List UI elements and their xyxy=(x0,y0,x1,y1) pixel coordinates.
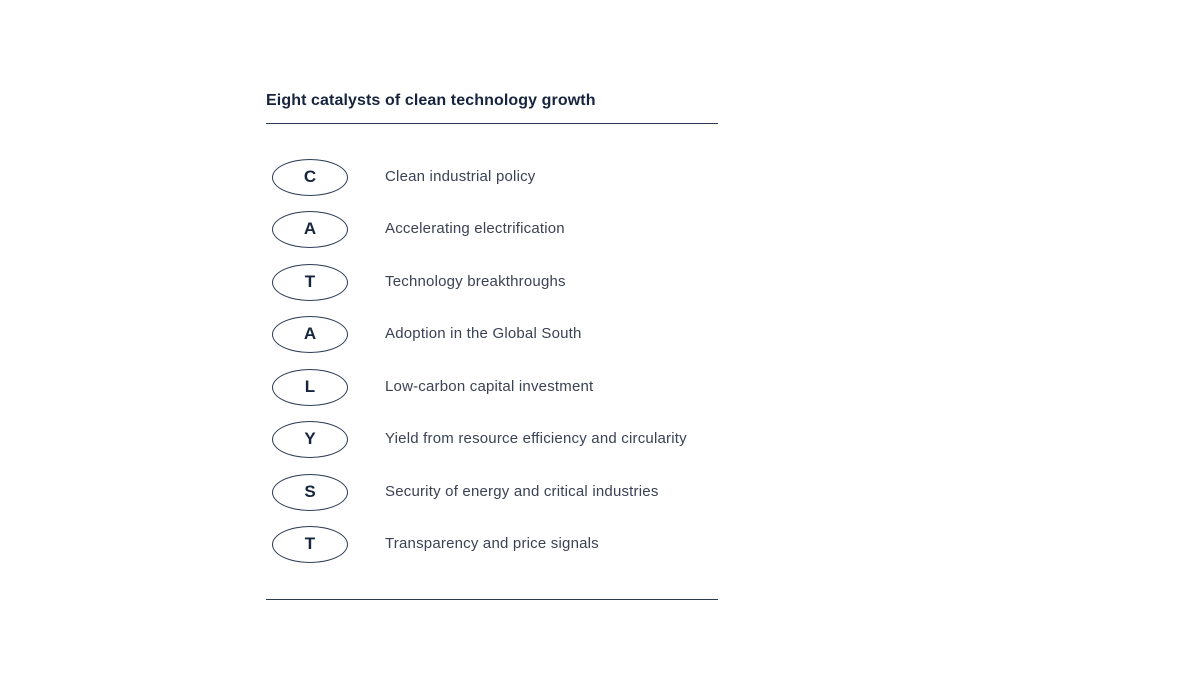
catalyst-row-t2 xyxy=(266,526,718,566)
catalysts-panel xyxy=(266,88,718,600)
catalyst-letter-badge: L xyxy=(272,369,348,406)
catalyst-label: Security of energy and critical industries xyxy=(385,483,659,500)
catalyst-row-s xyxy=(266,474,718,514)
catalyst-label: Transparency and price signals xyxy=(385,535,599,552)
catalyst-label: Clean industrial policy xyxy=(385,168,536,185)
catalyst-label: Low-carbon capital investment xyxy=(385,378,594,395)
catalyst-letter-badge: T xyxy=(272,264,348,301)
catalyst-row-a xyxy=(266,211,718,251)
catalyst-letter-badge: A xyxy=(272,211,348,248)
catalyst-row-l xyxy=(266,369,718,409)
catalyst-label: Yield from resource efficiency and circularity xyxy=(385,430,687,447)
catalyst-letter-badge: T xyxy=(272,526,348,563)
catalyst-row-t xyxy=(266,264,718,304)
catalyst-letter-badge: C xyxy=(272,159,348,196)
catalyst-label: Technology breakthroughs xyxy=(385,273,566,290)
bottom-divider xyxy=(266,599,718,600)
catalyst-label: Accelerating electrification xyxy=(385,220,565,237)
catalyst-row-a2 xyxy=(266,316,718,356)
catalyst-letter-badge: S xyxy=(272,474,348,511)
catalyst-letter-badge: A xyxy=(272,316,348,353)
catalyst-row-c xyxy=(266,159,718,199)
catalyst-letter-badge: Y xyxy=(272,421,348,458)
catalyst-row-y xyxy=(266,421,718,461)
catalyst-list xyxy=(266,124,718,599)
panel-title: Eight catalysts of clean technology growth xyxy=(266,92,596,109)
catalyst-label: Adoption in the Global South xyxy=(385,325,582,342)
